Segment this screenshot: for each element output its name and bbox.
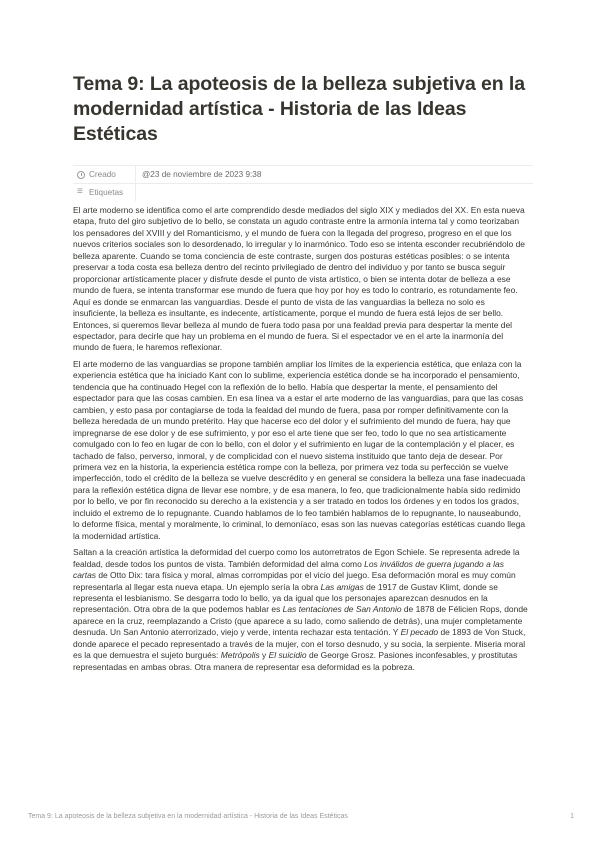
text-span: de George Grosz. Pasiones inconfesables, y prostitutas representadas en ambas obras. Otra manera de representar esa deformidad es la pobreza. bbox=[73, 650, 518, 672]
property-tags bbox=[73, 184, 533, 201]
text-span: El arte moderno se identifica como el arte comprendido desde mediados del siglo XIX y mediados del XX. En esta nueva etapa, fruto del giro subjetivo de lo bello, se constata un agudo contraste entre la armonía interna tal y como teorizaban los pensadores del XVIII y del Romanticismo, y el mundo de fuera con la llegada del progreso, progreso en el que los nuevos criterios sociales son lo desordenado, lo irregular y lo inarmónico. Todo eso se intenta esconder recubriéndolo de belleza aparente. Cuando se toma conciencia de este contraste, surgen dos posturas estéticas posibles: o se intenta preservar a toda costa esa belleza dentro del recinto privilegiado de dentro del individuo y por tanto se busca seguir proporcionar artísticamente placer y disfrute desde el punto de vista artístico, o bien se intenta dotar de belleza a ese mundo de fuera, se intenta transformar ese mundo de fuera que hoy por hoy es todo lo contrario, es rotundamente feo. Aquí es donde se enmarcan las vanguardias. Desde el punto de vista de las vanguardias la belleza no solo es insuficiente, la belleza es insultante, es indecente, artísticamente, porque el mundo de fuera está lejos de ser bello. Entonces, si queremos llevar belleza al mundo de fuera todo pasa por una fealdad previa para despertar la mente del espectador, para decirle que hay un problema en el mundo de fuera. Si el espectador ve en el arte la inarmonía del mundo de fuera, le haremos reflexionar. bbox=[73, 205, 525, 353]
created-label: Creado bbox=[89, 170, 116, 179]
list-icon bbox=[77, 189, 85, 197]
properties-table bbox=[73, 165, 533, 201]
italic-title: Los inválidos de guerra jugando a las cartas bbox=[73, 558, 504, 581]
tags-label: Etiquetas bbox=[89, 188, 124, 197]
text-span: de 1878 de Félicien Rops, donde aparece en la cruz, reemplazando a Cristo (que aparece a su lado, como saliendo de detrás), una mujer completamente desnuda. Un San Antonio aterrorizado, viejo y verde, intenta rechazar esta tentación. Y bbox=[73, 604, 528, 638]
page-title: Tema 9: La apoteosis de la belleza subjetiva en la modernidad artística - Historia de las Ideas Estéticas bbox=[73, 73, 525, 145]
footer-title: Tema 9: La apoteosis de la belleza subjetiva en la modernidad artística - Historia de las Ideas Estéticas bbox=[28, 813, 348, 820]
text-span: de Otto Dix: tara física y moral, almas corrompidas por el vicio del juego. Esa deformación moral es muy común representarla al llegar esta nueva etapa. Un ejemplo sería la obra bbox=[73, 570, 516, 592]
property-created bbox=[73, 165, 533, 184]
text-span: de 1917 de Gustav Klimt, donde se representa el lesbianismo. Se desgarra todo lo bello, ya da igual que los personajes aparezcan desnudos en la representación. Otra obra de la que podemos hablar es bbox=[73, 581, 498, 615]
document-body bbox=[73, 205, 529, 678]
italic-title: El suicidio bbox=[268, 650, 307, 661]
italic-title: Las amigas bbox=[320, 581, 364, 592]
text-span: y bbox=[259, 650, 269, 661]
italic-title: Metrópolis bbox=[220, 650, 260, 661]
page-number: 1 bbox=[570, 813, 574, 820]
paragraph bbox=[73, 205, 529, 354]
clock-icon bbox=[77, 171, 85, 179]
created-value: @23 de noviembre de 2023 9:38 bbox=[142, 170, 262, 179]
text-span: Saltan a la creación artística la deformidad del cuerpo como los autorretratos de Egon Schiele. Se representa adrede la fealdad, desde todos los puntos de vista. También deformidad del alma como bbox=[73, 547, 520, 569]
page-footer bbox=[28, 813, 574, 820]
text-span: El arte moderno de las vanguardias se propone también ampliar los límites de la experiencia estética, que enlaza con la experiencia estética que ha iniciado Kant con lo sublime, experiencia estética donde se ha incorporado el pensamiento, tendencia que ha continuado Hegel con la reflexión de lo bello. Había que despertar la mente, el pensamiento del espectador para que las cosas cambien. En esa línea va a estar el arte moderno de las vanguardias, para que las cosas cambien, y esto pasa por contagiarse de toda la fealdad del mundo de fuera, pasa por romper definitivamente con la belleza heredada de un mundo pretérito. Hay que hacerse eco del dolor y el sufrimiento del mundo de fuera, hay que impregnarse de ese dolor y de ese sufrimiento, y por eso el arte tiene que ser feo, todo lo que no sea artísticamente comulgado con lo feo en lugar de con lo bello, con el dolor y el sufrimiento en lugar de la contemplación y el placer, es tachado de falso, perverso, inmoral, y de complicidad con el nuevo sistema instituido que tanto deja de desear. Por primera vez en la historia, la experiencia estética rompe con la belleza, por primera vez toda su perfección se vuelve imperfección, todo el crédito de la belleza se vuelve descrédito y en general se considera la belleza una fase inadecuada para la reflexión estética digna de llevar ese nombre, y de esa manera, lo feo, que tradicionalmente había sido redimido por lo bello, ve por fin reconocido su derecho a la existencia y a ser tratado en todos los órdenes y en todos los grados, incluido el extremo de lo repugnante. Cuando hablamos de lo feo también hablamos de lo repugnante, lo nauseabundo, lo deforme física, mental y moralmente, lo criminal, lo demoníaco, esas son las nuevas categorías estéticas cuando llega la modernidad artística. bbox=[73, 358, 526, 541]
paragraph bbox=[73, 547, 529, 673]
paragraph bbox=[73, 359, 529, 542]
italic-title: Las tentaciones de San Antonio bbox=[282, 604, 402, 615]
text-span: de 1893 de Von Stuck, donde aparece el pecado representado a través de la mujer, con el torso desnudo, y su socia, la serpiente. Miseria moral es la que demuestra el sujeto burgués: bbox=[73, 627, 526, 661]
italic-title: El pecado bbox=[400, 627, 439, 638]
